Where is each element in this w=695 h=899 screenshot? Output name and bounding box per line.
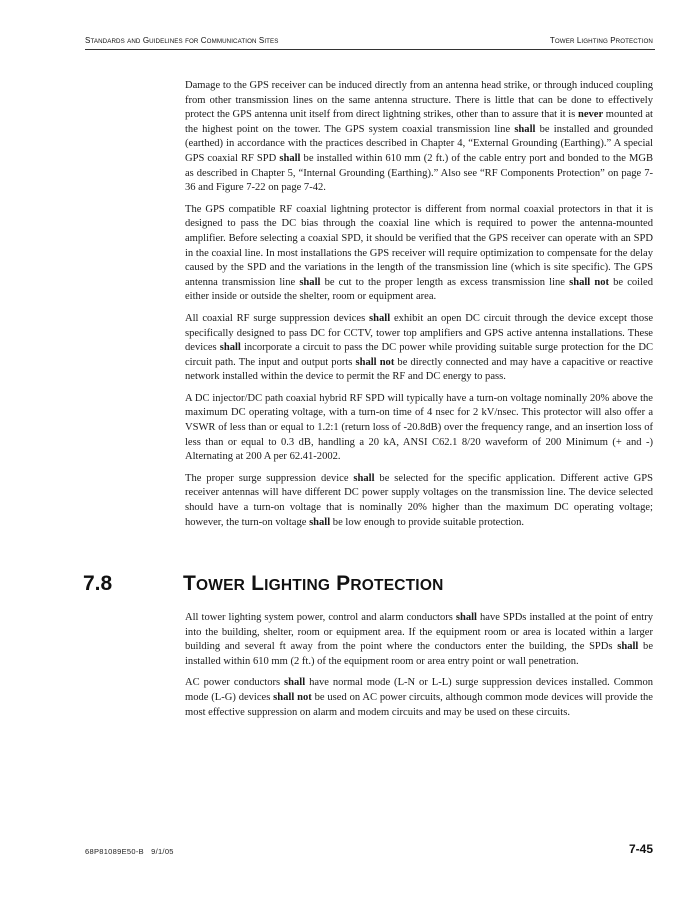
- body-paragraph-4: A DC injector/DC path coaxial hybrid RF SPD will typically have a turn-on voltage nominally 20% above the maximum DC operating voltage, with a turn-on time of 4 nsec for 2 kV/nsec. This protector will also offer a VSWR of less than or equal to 1.2:1 (return loss of -20.8dB) over the frequency range, and an insertion loss of less than or equal to 0.3 dB, handling a 20 kA, ANSI C62.1 8/20 waveform of 200 Minimum (+ and -) Alternating at 200 A per 62.41-2002.: [185, 392, 653, 463]
- footer-date: 9/1/05: [151, 847, 174, 856]
- body-text-top: [185, 79, 653, 537]
- page-number: 7-45: [628, 842, 653, 856]
- running-header-left: STANDARDS AND GUIDELINES FOR COMMUNICATION SITES: [85, 36, 279, 45]
- section-heading: [83, 572, 443, 596]
- footer-doc-info: [85, 847, 174, 856]
- section-title: TOWER LIGHTING PROTECTION: [183, 572, 444, 595]
- section-paragraph-2: AC power conductors shall have normal mode (L-N or L-L) surge suppression devices installed. Common mode (L-G) devices shall not be used on AC power circuits, although common mode devices will provide the most effective suppression on alarm and modem circuits and may be used on these circuits.: [185, 677, 653, 718]
- body-paragraph-3: All coaxial RF surge suppression devices shall exhibit an open DC circuit through the device except those specifically designed to pass DC for CCTV, tower top amplifiers and GPS active antenna installations. These devices shall incorporate a circuit to pass the DC power while providing suitable surge protection for the DC circuit path. The input and output ports shall not be directly connected and may have a capacitive or reactive network installed within the device to permit the RF and DC energy to pass.: [185, 312, 653, 383]
- body-paragraph-1: Damage to the GPS receiver can be induced directly from an antenna head strike, or through induced coupling from other transmission lines on the same antenna structure. There is little that can be done to effectively protect the GPS antenna unit itself from direct lightning strikes, other than to assure that it is never mounted at the highest point on the tower. The GPS system coaxial transmission line shall be installed and grounded (earthed) in accordance with the practices described in Chapter 4, “External Grounding (Earthing).” A special GPS coaxial RF SPD shall be installed within 610 mm (2 ft.) of the cable entry port and bonded to the MGB as described in Chapter 5, “Internal Grounding (Earthing).” Also see “RF Components Protection” on page 7-36 and Figure 7-22 on page 7-42.: [185, 80, 653, 194]
- footer-doc-id: 68P81089E50-B: [85, 847, 144, 856]
- body-paragraph-2: The GPS compatible RF coaxial lightning protector is different from normal coaxial protectors in that it is designed to pass the DC bias through the coaxial line which is required to power the antenna-mounted amplifier. Before selecting a coaxial SPD, it should be verified that the GPS receiver can operate with an SPD in the coaxial line. In most installations the GPS receiver will require optimization to compensate for the delay caused by the SPD and the variations in the length of the transmission line (which is site specific). The GPS antenna transmission line shall be cut to the proper length as excess transmission line shall not be coiled either inside or outside the shelter, room or equipment area.: [185, 203, 653, 303]
- running-header-right: TOWER LIGHTING PROTECTION: [549, 36, 653, 45]
- section-paragraph-1: All tower lighting system power, control and alarm conductors shall have SPDs installed at the point of entry into the building, shelter, room or equipment area. If the equipment room or area is located within a larger building and several ft away from the point where the conductors enter the building, the SPDs shall be installed within 610 mm (2 ft.) of the equipment room or area entry point or wall penetration.: [185, 612, 653, 667]
- header-rule: [85, 49, 655, 50]
- section-number: 7.8: [83, 572, 113, 595]
- body-paragraph-5: The proper surge suppression device shall be selected for the specific application. Different active GPS receiver antennas will have different DC power supply voltages on the transmission line. The device selected should have a turn-on voltage that is nominally 20% higher than the maximum DC operating voltage; however, the turn-on voltage shall be low enough to provide suitable protection.: [185, 472, 653, 528]
- body-text-section: [185, 611, 653, 727]
